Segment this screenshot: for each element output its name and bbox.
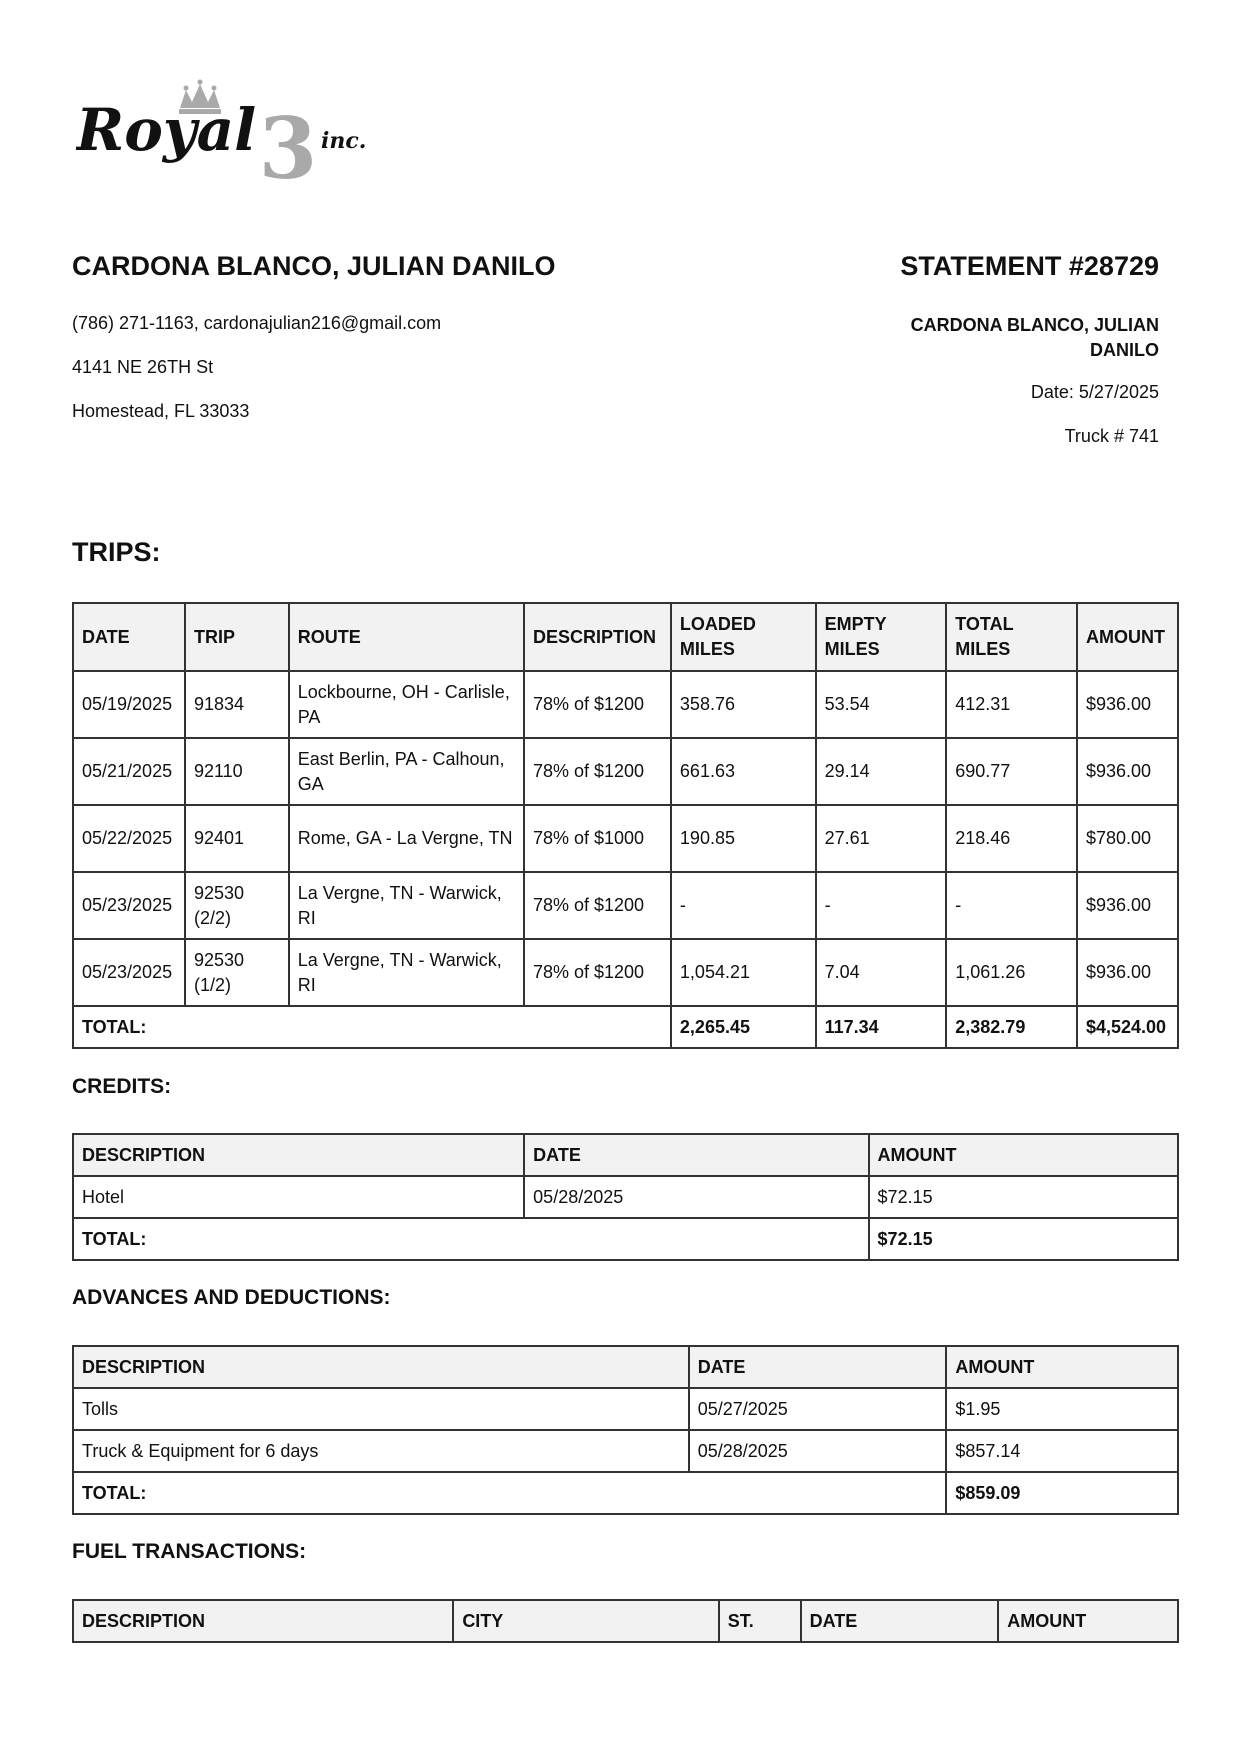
trips-total-empty: 117.34 (816, 1006, 947, 1048)
credit-description: Hotel (73, 1176, 524, 1218)
credits-header-row (73, 1134, 1178, 1176)
deduction-amount: $1.95 (946, 1388, 1178, 1430)
trip-route: Lockbourne, OH - Carlisle, PA (289, 671, 524, 738)
col-header-date: DATE (524, 1134, 868, 1176)
col-header-loaded-miles: LOADED MILES (671, 603, 816, 671)
credit-amount: $72.15 (869, 1176, 1178, 1218)
trip-route: La Vergne, TN - Warwick, RI (289, 939, 524, 1006)
trip-amount: $936.00 (1077, 738, 1178, 805)
trip-description: 78% of $1200 (524, 872, 671, 939)
trip-number: 92401 (185, 805, 289, 872)
deduction-date: 05/28/2025 (689, 1430, 947, 1472)
trip-total-miles: 1,061.26 (946, 939, 1077, 1006)
trip-total-miles: 218.46 (946, 805, 1077, 872)
trip-description: 78% of $1200 (524, 738, 671, 805)
col-header-description: DESCRIPTION (524, 603, 671, 671)
driver-address-line1: 4141 NE 26TH St (72, 357, 214, 377)
company-logo (76, 78, 386, 193)
deduction-date: 05/27/2025 (689, 1388, 947, 1430)
table-row (73, 939, 1178, 1006)
trip-date: 05/22/2025 (73, 805, 185, 872)
advances-table (72, 1345, 1179, 1515)
trip-loaded-miles: 190.85 (671, 805, 816, 872)
trip-empty-miles: 53.54 (816, 671, 947, 738)
col-header-description: DESCRIPTION (73, 1600, 453, 1642)
col-header-date: DATE (801, 1600, 999, 1642)
trips-total-loaded: 2,265.45 (671, 1006, 816, 1048)
fuel-header-row (73, 1600, 1178, 1642)
col-header-total-miles: TOTAL MILES (946, 603, 1077, 671)
trip-date: 05/21/2025 (73, 738, 185, 805)
trip-number: 91834 (185, 671, 289, 738)
logo-number: 3 (258, 99, 318, 193)
trip-description: 78% of $1200 (524, 671, 671, 738)
advances-header-row (73, 1346, 1178, 1388)
credits-total-amount: $72.15 (869, 1218, 1178, 1260)
trip-amount: $936.00 (1077, 671, 1178, 738)
credits-total-row (73, 1218, 1178, 1260)
driver-name: CARDONA BLANCO, JULIAN DANILO (72, 251, 556, 281)
deduction-amount: $857.14 (946, 1430, 1178, 1472)
table-row (73, 1176, 1178, 1218)
col-header-city: CITY (453, 1600, 718, 1642)
table-row (73, 738, 1178, 805)
trip-loaded-miles: 661.63 (671, 738, 816, 805)
trip-route: Rome, GA - La Vergne, TN (289, 805, 524, 872)
col-header-amount: AMOUNT (1077, 603, 1178, 671)
trips-total-amount: $4,524.00 (1077, 1006, 1178, 1048)
table-row (73, 671, 1178, 738)
col-header-description: DESCRIPTION (73, 1134, 524, 1176)
trip-number: 92110 (185, 738, 289, 805)
driver-contact: (786) 271-1163, cardonajulian216@gmail.com (72, 313, 442, 333)
trip-empty-miles: 7.04 (816, 939, 947, 1006)
col-header-date: DATE (73, 603, 185, 671)
trips-total-label: TOTAL: (73, 1006, 671, 1048)
trips-title: TRIPS: (72, 537, 161, 567)
col-header-amount: AMOUNT (869, 1134, 1178, 1176)
trip-description: 78% of $1200 (524, 939, 671, 1006)
trip-total-miles: 412.31 (946, 671, 1077, 738)
table-row (73, 872, 1178, 939)
trip-amount: $780.00 (1077, 805, 1178, 872)
table-row (73, 1388, 1178, 1430)
trip-route: East Berlin, PA - Calhoun, GA (289, 738, 524, 805)
col-header-route: ROUTE (289, 603, 524, 671)
credit-date: 05/28/2025 (524, 1176, 868, 1218)
trip-empty-miles: 29.14 (816, 738, 947, 805)
col-header-trip: TRIP (185, 603, 289, 671)
driver-address-line2: Homestead, FL 33033 (72, 401, 250, 421)
col-header-amount: AMOUNT (998, 1600, 1178, 1642)
trips-table (72, 602, 1179, 1049)
trip-total-miles: 690.77 (946, 738, 1077, 805)
logo-suffix: inc. (321, 128, 367, 154)
advances-total-amount: $859.09 (946, 1472, 1178, 1514)
deduction-description: Tolls (73, 1388, 689, 1430)
trip-empty-miles: - (816, 872, 947, 939)
statement-date: Date: 5/27/2025 (1030, 382, 1159, 402)
trips-total-miles: 2,382.79 (946, 1006, 1077, 1048)
trip-date: 05/19/2025 (73, 671, 185, 738)
trip-total-miles: - (946, 872, 1077, 939)
fuel-title: FUEL TRANSACTIONS: (72, 1540, 307, 1563)
trips-total-row (73, 1006, 1178, 1048)
trip-description: 78% of $1000 (524, 805, 671, 872)
trip-route: La Vergne, TN - Warwick, RI (289, 872, 524, 939)
col-header-empty-miles: EMPTY MILES (816, 603, 947, 671)
fuel-table (72, 1599, 1179, 1643)
statement-truck: Truck # 741 (1064, 426, 1159, 446)
advances-total-row (73, 1472, 1178, 1514)
col-header-amount: AMOUNT (946, 1346, 1178, 1388)
col-header-description: DESCRIPTION (73, 1346, 689, 1388)
trip-date: 05/23/2025 (73, 872, 185, 939)
deduction-description: Truck & Equipment for 6 days (73, 1430, 689, 1472)
credits-table (72, 1133, 1179, 1261)
credits-total-label: TOTAL: (73, 1218, 869, 1260)
advances-title: ADVANCES AND DEDUCTIONS: (72, 1286, 391, 1309)
logo-wordmark: Royal (76, 96, 257, 164)
trip-number: 92530 (2/2) (185, 872, 289, 939)
trip-loaded-miles: 358.76 (671, 671, 816, 738)
col-header-date: DATE (689, 1346, 947, 1388)
trip-loaded-miles: - (671, 872, 816, 939)
table-row (73, 1430, 1178, 1472)
trip-loaded-miles: 1,054.21 (671, 939, 816, 1006)
trips-header-row (73, 603, 1178, 671)
advances-total-label: TOTAL: (73, 1472, 946, 1514)
statement-driver-name: CARDONA BLANCO, JULIAN DANILO (910, 315, 1159, 360)
trip-date: 05/23/2025 (73, 939, 185, 1006)
statement-title: STATEMENT #28729 (900, 251, 1159, 281)
credits-title: CREDITS: (72, 1075, 172, 1098)
trip-number: 92530 (1/2) (185, 939, 289, 1006)
trip-amount: $936.00 (1077, 939, 1178, 1006)
trip-amount: $936.00 (1077, 872, 1178, 939)
table-row (73, 805, 1178, 872)
col-header-state: ST. (719, 1600, 801, 1642)
trip-empty-miles: 27.61 (816, 805, 947, 872)
